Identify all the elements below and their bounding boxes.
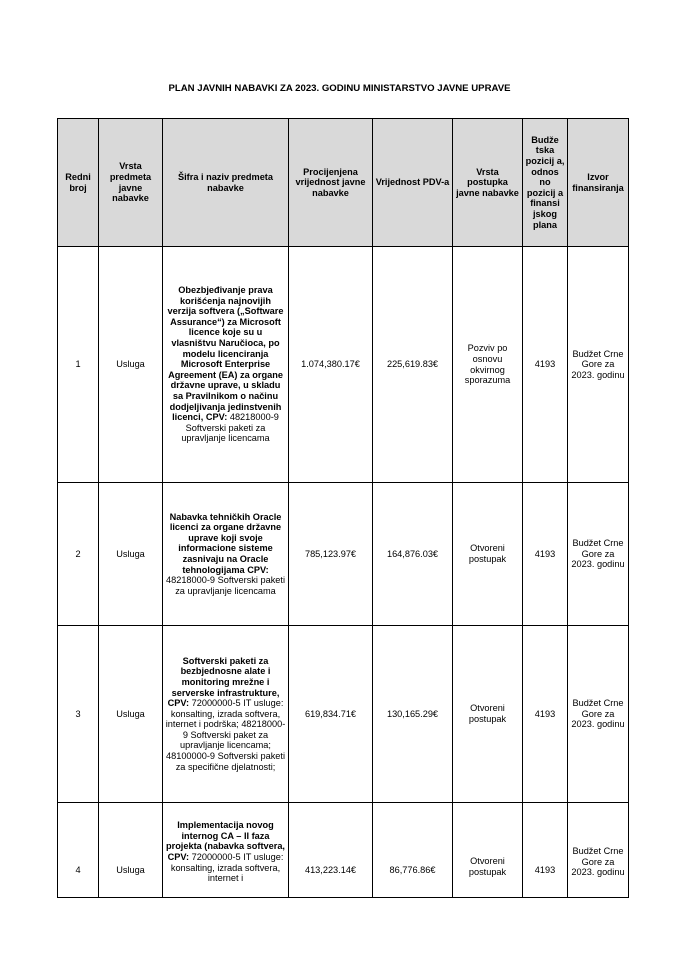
cell-funding-source: Budžet Crne Gore za 2023. godinu bbox=[568, 247, 629, 483]
cell-type: Usluga bbox=[99, 483, 163, 626]
cell-name-plain: 48218000-9 Softverski paketi za upravljanje licencama bbox=[165, 575, 285, 596]
cell-type: Usluga bbox=[99, 803, 163, 898]
cell-budget-position: 4193 bbox=[523, 803, 568, 898]
table-header-row bbox=[58, 119, 629, 247]
cell-estimated-value: 619,834.71€ bbox=[289, 626, 373, 803]
cell-funding-source: Budžet Crne Gore za 2023. godinu bbox=[568, 803, 629, 898]
cell-budget-position: 4193 bbox=[523, 626, 568, 803]
cell-no: 2 bbox=[58, 483, 99, 626]
cell-name-bold: Nabavka tehničkih Oracle licenci za organe državne uprave koji svoje informacione sisteme zasnivaju na Oracle tehnologijama CPV: bbox=[169, 511, 282, 575]
cell-type: Usluga bbox=[99, 247, 163, 483]
cell-vat-value: 225,619.83€ bbox=[373, 247, 453, 483]
table-row bbox=[58, 247, 629, 483]
header-redni-broj: Redni broj bbox=[58, 119, 99, 247]
document-title: PLAN JAVNIH NABAVKI ZA 2023. GODINU MINISTARSTVO JAVNE UPRAVE bbox=[168, 83, 511, 94]
header-sifra-naziv: Šifra i naziv predmeta nabavke bbox=[163, 119, 289, 247]
cell-procedure: Otvoreni postupak bbox=[453, 626, 523, 803]
header-vrsta-postupka: Vrsta postupka javne nabavke bbox=[453, 119, 523, 247]
cell-procedure: Otvoreni postupak bbox=[453, 803, 523, 898]
cell-vat-value: 130,165.29€ bbox=[373, 626, 453, 803]
cell-name-bold: Implementacija novog internog CA – II faza projekta (nabavka softvera, CPV: bbox=[166, 820, 285, 862]
header-budzetska-pozicija: Budže tska pozicij a, odnos no pozicij a finansi jskog plana bbox=[523, 119, 568, 247]
cell-no: 1 bbox=[58, 247, 99, 483]
header-izvor-finansiranja: Izvor finansiranja bbox=[568, 119, 629, 247]
table-row bbox=[58, 626, 629, 803]
header-vrsta-predmeta: Vrsta predmeta javne nabavke bbox=[99, 119, 163, 247]
table-row bbox=[58, 483, 629, 626]
cell-estimated-value: 1.074,380.17€ bbox=[289, 247, 373, 483]
cell-name-plain: 72000000-5 IT usluge: konsalting, izrada softvera, internet i bbox=[170, 852, 284, 884]
cell-name bbox=[163, 626, 289, 803]
header-procijenjena-vrijednost: Procijenjena vrijednost javne nabavke bbox=[289, 119, 373, 247]
table-row bbox=[58, 803, 629, 898]
cell-estimated-value: 785,123.97€ bbox=[289, 483, 373, 626]
cell-vat-value: 86,776.86€ bbox=[373, 803, 453, 898]
cell-procedure: Pozviv po osnovu okvirnog sporazuma bbox=[453, 247, 523, 483]
cell-name-bold: Obezbjeđivanje prava korišćenja najnovijih verzija softvera („Software Assurance“) za Microsoft licence koje su u vlasništvu Naručioca, po modelu licenciranja Microsoft Enterprise Agreement (EA) za organe državne uprave, u skladu sa Pravilnikom o načinu dodjeljivanja jedinstvenih licenci, CPV: bbox=[167, 285, 284, 423]
cell-budget-position: 4193 bbox=[523, 247, 568, 483]
cell-name bbox=[163, 483, 289, 626]
cell-funding-source: Budžet Crne Gore za 2023. godinu bbox=[568, 483, 629, 626]
cell-vat-value: 164,876.03€ bbox=[373, 483, 453, 626]
cell-budget-position: 4193 bbox=[523, 483, 568, 626]
cell-name-plain: 72000000-5 IT usluge: konsalting, izrada softvera, internet i podrška; 48218000-9 Softverski paket za upravljanje licencama; 48100000-9 Softverski paketi za specifične djelatnosti; bbox=[165, 698, 286, 772]
header-vrijednost-pdv: Vrijednost PDV-a bbox=[373, 119, 453, 247]
cell-no: 3 bbox=[58, 626, 99, 803]
procurement-plan-table bbox=[57, 118, 629, 898]
cell-name-bold: Softverski paketi za bezbjednosne alate i monitoring mrežne i serverske infrastrukture, CPV: bbox=[167, 655, 280, 709]
cell-name-plain: 48218000-9 Softverski paketi za upravljanje licencama bbox=[181, 412, 279, 444]
cell-name bbox=[163, 803, 289, 898]
cell-type: Usluga bbox=[99, 626, 163, 803]
cell-procedure: Otvoreni postupak bbox=[453, 483, 523, 626]
cell-no: 4 bbox=[58, 803, 99, 898]
cell-estimated-value: 413,223.14€ bbox=[289, 803, 373, 898]
cell-funding-source: Budžet Crne Gore za 2023. godinu bbox=[568, 626, 629, 803]
cell-name bbox=[163, 247, 289, 483]
